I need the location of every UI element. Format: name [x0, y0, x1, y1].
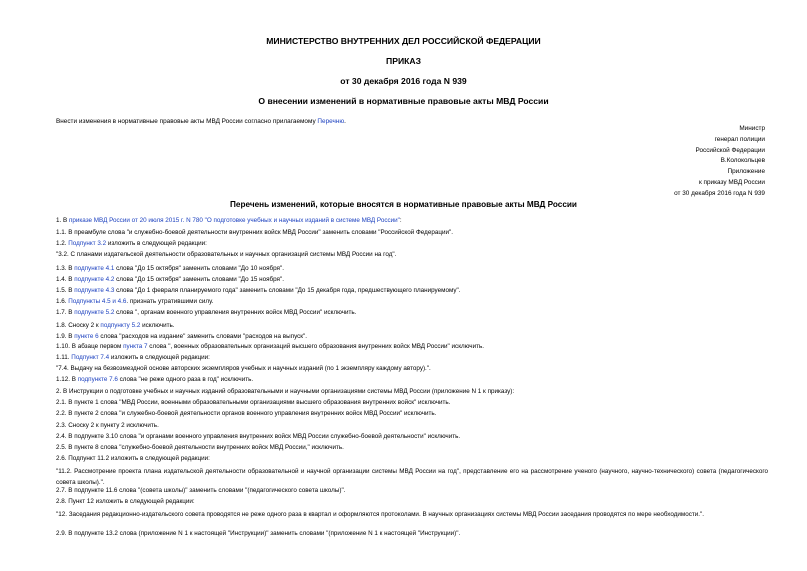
list-item-text: 2.3. Сноску 2 к пункту 2 исключить. [56, 422, 159, 429]
list-item [56, 455, 210, 462]
list-item-text-end: слова "не реже одного раза в год" исключить. [117, 376, 254, 383]
list-item-text: "11.2. Рассмотрение проекта плана издательской деятельности образовательной и научной организации системы МВД России на год", представление его на рассмотрение ученого (научного, научно-технического) совета (педагогического совета школы).". [56, 468, 768, 486]
list-item [56, 309, 356, 316]
list-item-text: 1.7. В [56, 309, 75, 316]
list-item [56, 487, 345, 494]
list-item-text: 2.2. В пункте 2 слова "и служебно-боевой деятельности органов военного управления внутренних войск МВД России" исключить. [56, 410, 437, 417]
list-title: Перечень изменений, которые вносятся в нормативные правовые акты МВД России [230, 200, 577, 209]
list-item-text: 1.12. В [56, 376, 78, 383]
list-item-text: 2.4. В подпункте 3.10 слова "и органами военного управления внутренних войск МВД России служебно-боевой деятельности" исключить. [56, 433, 461, 440]
list-item [56, 298, 213, 305]
list-item-link[interactable]: подпункту 5.2 [100, 322, 141, 329]
signature-block [545, 124, 765, 200]
list-item [56, 343, 484, 350]
list-item-text: 2.5. В пункте 8 слова "служебно-боевой деятельности внутренних войск МВД России," исключить. [56, 444, 344, 451]
list-item-link[interactable]: приказе МВД России от 20 июля 2015 г. N 780 "О подготовке учебных и научных изданий в системе МВД России" [68, 217, 400, 224]
list-item-text: 1.1. В преамбуле слова "и служебно-боевой деятельности внутренних войск МВД России" заменить словами "Российской Федерации". [56, 229, 453, 236]
intro-paragraph [56, 118, 346, 125]
intro-link-perechen[interactable]: Перечню [317, 118, 345, 125]
intro-text: Внести изменения в нормативные правовые акты МВД России согласно прилагаемому [56, 118, 318, 125]
list-item-text: 1.11. [56, 354, 72, 361]
list-item-text: 2.7. В подпункте 11.6 слова "(совета школы)" заменить словами "(педагогического совета школы)". [56, 487, 346, 494]
list-item-link[interactable]: подпункте 4.3 [74, 287, 115, 294]
list-item-text: 1.4. В [56, 276, 75, 283]
list-item [56, 276, 284, 283]
list-item-text: 1.8. Сноску 2 к [56, 322, 101, 329]
list-item [56, 376, 253, 383]
list-item [56, 354, 210, 361]
signature-line: Министр [739, 125, 765, 132]
list-item-link[interactable]: пункте 6 [74, 333, 99, 340]
list-item-text: 1. В [56, 217, 69, 224]
list-item [56, 466, 768, 488]
list-item [56, 509, 768, 520]
list-item [56, 365, 431, 372]
list-item [56, 410, 436, 417]
signature-line: Приложение [727, 168, 765, 176]
list-item-text-end: слова ", органам военного управления внутренних войск МВД России" исключить. [114, 309, 357, 316]
list-item-text-end: слова "До 15 октября" заменить словами "До 10 ноября". [114, 265, 284, 272]
list-item-link[interactable]: подпункте 7.6 [77, 376, 118, 383]
list-item-text: 1.9. В [56, 333, 75, 340]
intro-end: . [344, 118, 346, 125]
list-item-text-end: : [399, 217, 402, 224]
list-item-link[interactable]: подпункте 4.2 [74, 276, 115, 283]
signature-line: Российской Федерации [695, 146, 765, 154]
list-item-text: 2.1. В пункте 1 слова "МВД России, военными образовательными организациями высшего образования внутренних войск" исключить. [56, 399, 451, 406]
list-item [56, 530, 460, 537]
signature-line: В.Колокольцев [720, 157, 765, 165]
ministry-title: МИНИСТЕРСТВО ВНУТРЕННИХ ДЕЛ РОССИЙСКОЙ ФЕДЕРАЦИИ [266, 36, 541, 46]
list-item [56, 388, 514, 395]
signature-line: от 30 декабря 2016 года N 939 [674, 189, 765, 197]
list-item [56, 287, 461, 294]
list-item [56, 433, 460, 440]
list-item-text: 1.2. [56, 240, 69, 247]
list-item-text-end: изложить в следующей редакции: [106, 240, 207, 247]
list-item [56, 322, 175, 329]
list-item-text-end: слова "расходов на издание" заменить словами "расходов на выпуск". [98, 333, 308, 340]
list-item-link[interactable]: подпункте 5.2 [74, 309, 115, 316]
list-item-text: "12. Заседания редакционно-издательского совета проводятся не реже одного раза в квартал и оформляются протоколами. В научных организациях системы МВД России заседания проводятся по мере необходимости.". [56, 511, 705, 518]
list-item-link[interactable]: Подпункты 4.5 и 4.6 [68, 298, 127, 305]
list-item-text: 2. В Инструкции о подготовке учебных и научных изданий образовательными и научными организациями системы МВД России (приложение N 1 к приказу): [56, 388, 515, 395]
doc-subject: О внесении изменений в нормативные правовые акты МВД России [258, 96, 549, 106]
list-item-text-end: . признать утратившими силу. [126, 298, 214, 305]
list-item [56, 265, 284, 272]
signature-line: к приказу МВД России [698, 178, 765, 186]
list-item-text: "3.2. С планами издательской деятельности образовательных и научных организаций системы МВД России на год [56, 251, 393, 258]
list-item [56, 444, 344, 451]
doc-date-number: от 30 декабря 2016 года N 939 [340, 76, 467, 86]
list-item-text: 2.8. Пункт 12 изложить в следующей редакции: [56, 498, 195, 505]
list-item-text: 1.6. [56, 298, 69, 305]
list-item [56, 333, 307, 340]
list-item-link[interactable]: Подпункт 7.4 [71, 354, 110, 361]
list-item-link[interactable]: Подпункт 3.2 [68, 240, 107, 247]
list-item-text-end: слова "До 1 февраля планируемого года" заменить словами "До 15 декабря года, предшествующего планируемому". [114, 287, 461, 294]
list-item-text: 1.3. В [56, 265, 75, 272]
list-item-text-end: слова "До 15 октября" заменить словами "До 15 ноября". [114, 276, 284, 283]
list-item [56, 217, 402, 224]
list-item [56, 422, 159, 429]
list-item [56, 240, 207, 247]
list-item-text: 1.5. В [56, 287, 75, 294]
list-item-link[interactable]: подпункте 4.1 [74, 265, 115, 272]
list-item-text-end: слова ", военных образовательных организаций высшего образования внутренних войск МВД России" исключить. [147, 343, 484, 350]
doc-type: ПРИКАЗ [386, 56, 421, 66]
list-item [56, 498, 195, 505]
list-item [56, 251, 396, 258]
list-item [56, 229, 453, 236]
list-item-text-end: изложить в следующей редакции: [109, 354, 210, 361]
list-item-text-end: ". [392, 251, 397, 258]
list-item-text: 2.6. Подпункт 11.2 изложить в следующей редакции: [56, 455, 210, 462]
list-item-text-end: исключить. [140, 322, 175, 329]
list-item-link[interactable]: пункта 7 [123, 343, 148, 350]
list-item [56, 399, 450, 406]
list-item-text: 1.10. В абзаце первом [56, 343, 124, 350]
signature-line: генерал полиции [714, 135, 765, 143]
list-item-text: "7.4. Выдачу на безвозмездной основе авторских экземпляров учебных и научных изданий (по 1 экземпляру каждому автору).". [56, 365, 431, 372]
list-item-text: 2.9. В подпункте 13.2 слова (приложение N 1 к настоящей "Инструкции)" заменить словами "(приложение N 1 к настоящей "Инструкции)". [56, 530, 461, 537]
